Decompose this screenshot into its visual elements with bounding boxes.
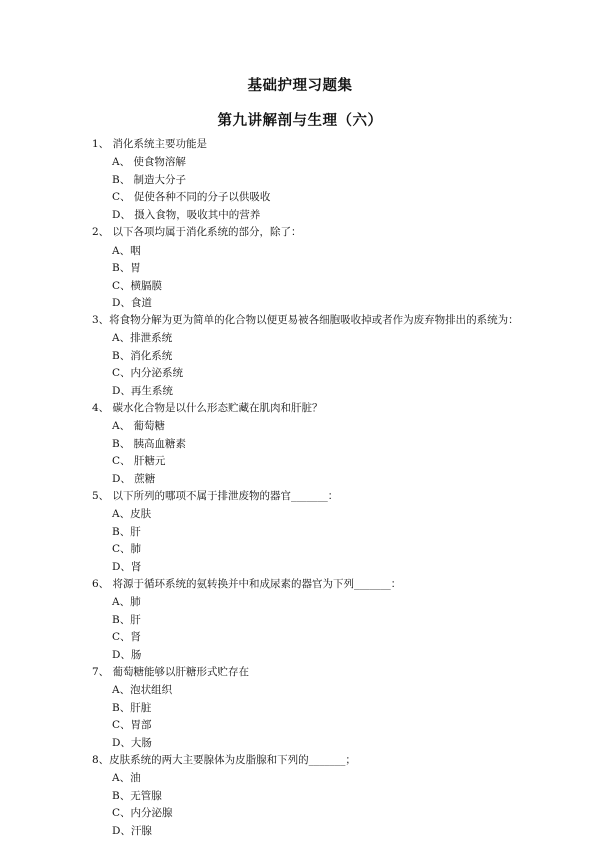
question-5-option-b: B、肝 bbox=[112, 526, 141, 538]
question-6-option-b: B、肝 bbox=[112, 614, 141, 626]
question-4-option-b: B、 胰高血糖素 bbox=[112, 438, 187, 450]
question-7-option-c: C、胃部 bbox=[112, 719, 152, 731]
question-1-option-a: A、 使食物溶解 bbox=[112, 156, 186, 168]
question-7-option-a: A、泡状组织 bbox=[112, 684, 173, 696]
question-7-option-b: B、肝脏 bbox=[112, 702, 152, 714]
question-2-option-b: B、胃 bbox=[112, 262, 141, 274]
document-subtitle: 第九讲解剖与生理（六） bbox=[217, 112, 383, 129]
question-7: 7、 葡萄糖能够以肝糖形式贮存在 bbox=[92, 666, 250, 678]
question-1-option-c: C、 促使各种不同的分子以供吸收 bbox=[112, 191, 271, 203]
question-1-option-d: D、 摄入食物，吸收其中的营养 bbox=[112, 209, 261, 221]
question-8-option-b: B、无管腺 bbox=[112, 790, 162, 802]
question-4-option-a: A、 葡萄糖 bbox=[112, 420, 165, 432]
question-6-option-c: C、肾 bbox=[112, 631, 142, 643]
question-8-option-c: C、内分泌腺 bbox=[112, 807, 173, 819]
question-2-option-a: A、咽 bbox=[112, 245, 141, 257]
question-2-option-d: D、食道 bbox=[112, 297, 152, 309]
question-5-option-c: C、肺 bbox=[112, 543, 142, 555]
question-4-option-d: D、 蔗糖 bbox=[112, 473, 156, 485]
question-8: 8、皮肤系统的两大主要腺体为皮脂腺和下列的_______； bbox=[92, 754, 356, 766]
document-title: 基础护理习题集 bbox=[247, 77, 353, 94]
question-8-option-a: A、油 bbox=[112, 772, 141, 784]
question-5: 5、 以下所列的哪项不属于排泄废物的器官_______： bbox=[92, 490, 339, 502]
question-5-option-a: A、皮肤 bbox=[112, 508, 152, 520]
question-3: 3、将食物分解为更为简单的化合物以便更易被各细胞吸收掉或者作为废弃物排出的系统为： bbox=[92, 314, 519, 326]
question-5-option-d: D、肾 bbox=[112, 561, 142, 573]
question-6-option-a: A、肺 bbox=[112, 596, 141, 608]
question-3-option-a: A、排泄系统 bbox=[112, 332, 173, 344]
question-4-option-c: C、 肝糖元 bbox=[112, 455, 166, 467]
question-6: 6、 将源于循环系统的氨转换并中和成尿素的器官为下列_______： bbox=[92, 578, 402, 590]
question-1: 1、 消化系统主要功能是 bbox=[92, 138, 208, 150]
question-3-option-d: D、再生系统 bbox=[112, 385, 173, 397]
question-8-option-d: D、汗腺 bbox=[112, 825, 152, 837]
question-2: 2、 以下各项均属于消化系统的部分，除了： bbox=[92, 226, 302, 238]
question-4: 4、 碳水化合物是以什么形态贮藏在肌肉和肝脏？ bbox=[92, 402, 323, 414]
question-1-option-b: B、 制造大分子 bbox=[112, 174, 187, 186]
question-3-option-b: B、消化系统 bbox=[112, 350, 173, 362]
question-6-option-d: D、肠 bbox=[112, 649, 142, 661]
question-2-option-c: C、横膈膜 bbox=[112, 280, 163, 292]
question-3-option-c: C、内分泌系统 bbox=[112, 367, 184, 379]
question-7-option-d: D、大肠 bbox=[112, 737, 152, 749]
